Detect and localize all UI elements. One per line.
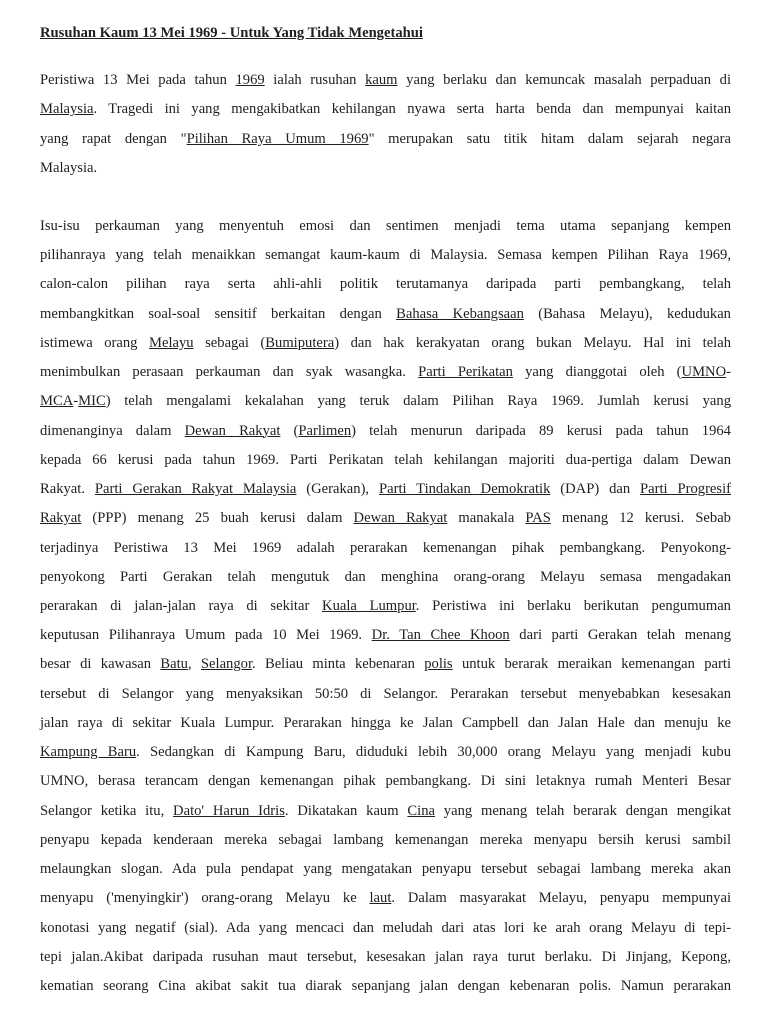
text-line [40, 479, 731, 499]
hyperlink[interactable]: Bumiputera [265, 334, 335, 351]
text-line [40, 362, 731, 382]
text-line [40, 274, 731, 294]
text-run: dari parti Gerakan telah menang [509, 627, 731, 644]
hyperlink[interactable]: Dewan Rakyat [184, 422, 281, 439]
hyperlink[interactable]: Rakyat [40, 510, 82, 527]
text-run: Isu-isu perkauman yang menyentuh emosi dan sentimen menjadi tema utama sepanjang kempen [40, 218, 731, 234]
text-line [40, 538, 731, 558]
text-run: yang berlaku dan kemuncak masalah perpaduan di [397, 72, 731, 88]
text-run: menimbulkan perasaan perkauman dan syak wasangka. [40, 364, 419, 381]
text-run: penyokong Parti Gerakan telah mengutuk dan menghina orang-orang Melayu semasa mengadakan [40, 568, 731, 585]
text-run: membangkitkan soal-soal sensitif berkaitan dengan [40, 305, 397, 322]
hyperlink[interactable]: Parlimen [298, 422, 352, 439]
text-line [40, 918, 731, 938]
text-run: kematian seorang Cina akibat sakit tua diarak sepanjang jalan dengan kebenaran polis. Namun perarakan [40, 977, 731, 994]
text-line [40, 830, 731, 850]
text-run: besar di kawasan [40, 656, 161, 673]
text-line [40, 508, 731, 528]
text-line [40, 333, 731, 353]
hyperlink[interactable]: 1969 [235, 72, 265, 88]
text-run: menyapu ('menyingkir') orang-orang Melayu ke [40, 890, 370, 907]
text-run: sebagai ( [193, 334, 266, 351]
text-run: (Bahasa Melayu), kedudukan [523, 305, 731, 322]
text-line [40, 391, 731, 411]
text-line [40, 304, 731, 324]
hyperlink[interactable]: Parti Progresif [640, 481, 732, 498]
hyperlink[interactable]: polis [424, 656, 453, 673]
text-run: penyapu kepada kenderaan mereka sebagai lambang kemenangan mereka menyapu bersih kerusi sambil [40, 831, 731, 848]
text-line [40, 158, 97, 178]
text-run: ) dan hak kerakyatan orang bukan Melayu. Hal ini telah [334, 334, 732, 351]
hyperlink[interactable]: Dato' Harun Idris [173, 802, 285, 819]
text-line [40, 654, 731, 674]
text-run: konotasi yang negatif (sial). Ada yang mencaci dan meludah dari atas lori ke arah orang Melayu di tepi- [40, 919, 731, 936]
text-run: , [187, 656, 201, 673]
text-line [40, 129, 731, 149]
text-run: - [73, 393, 79, 410]
text-line [40, 450, 731, 470]
text-run: yang rapat dengan " [40, 130, 187, 147]
hyperlink[interactable]: Parti Perikatan [418, 364, 513, 381]
text-line [40, 625, 731, 645]
hyperlink[interactable]: Pilihan Raya Umum 1969 [186, 130, 369, 147]
text-run: keputusan Pilihanraya Umum pada 10 Mei 1969. [40, 627, 372, 644]
text-run: menang 12 kerusi. Sebab [550, 510, 731, 527]
hyperlink[interactable]: Batu [160, 656, 188, 673]
hyperlink[interactable]: laut [369, 890, 392, 907]
text-run: (PPP) menang 25 buah kerusi dalam [81, 510, 354, 527]
text-run: kepada 66 kerusi pada tahun 1969. Parti Perikatan telah kehilangan majoriti dua-pertiga dalam Dewan [40, 451, 731, 468]
text-run: (DAP) dan [550, 481, 641, 498]
hyperlink[interactable]: MCA [40, 393, 74, 410]
text-run: perarakan di jalan-jalan raya di sekitar [40, 597, 323, 614]
text-run: yang menang telah berarak dengan mengikat [434, 802, 731, 819]
text-run: tersebut di Selangor yang menyaksikan 50:50 di Selangor. Perarakan tersebut menyebabkan kesesakan [40, 685, 731, 702]
hyperlink[interactable]: Malaysia [40, 101, 94, 118]
text-line [40, 567, 731, 587]
hyperlink[interactable]: Selangor [200, 656, 252, 673]
text-run: . Tragedi ini yang mengakibatkan kehilangan nyawa serta harta benda dan mempunyai kaitan [93, 101, 731, 118]
text-run: Rakyat. [40, 481, 95, 498]
text-line [40, 596, 731, 616]
hyperlink[interactable]: Dr. Tan Chee Khoon [371, 627, 510, 644]
text-run: yang dianggotai oleh ( [512, 364, 682, 381]
text-line [40, 888, 731, 908]
text-line [40, 801, 731, 821]
text-run: istimewa orang [40, 334, 149, 351]
text-line [40, 216, 731, 236]
text-run: ) telah menurun daripada 89 kerusi pada tahun 1964 [351, 422, 731, 439]
text-run: jalan raya di sekitar Kuala Lumpur. Perarakan hingga ke Jalan Campbell dan Jalan Hale dan menuju ke [40, 714, 731, 731]
text-run: UMNO, berasa terancam dengan kemenangan pihak pembangkang. Di sini letaknya rumah Menteri Besar [40, 773, 731, 790]
text-run: melaungkan slogan. Ada pula pendapat yang mengatakan penyapu tersebut sebagai lambang mereka akan [40, 861, 731, 878]
text-run: terjadinya Peristiwa 13 Mei 1969 adalah perarakan kemenangan pihak pembangkang. Penyokong- [40, 539, 731, 556]
text-line [40, 245, 731, 265]
text-run: ( [280, 422, 299, 439]
text-run: " merupakan satu titik hitam dalam sejarah negara [368, 130, 731, 147]
text-run: . Dikatakan kaum [284, 802, 408, 819]
text-run: (Gerakan), [296, 481, 379, 498]
hyperlink[interactable]: Kampung Baru [40, 744, 137, 761]
hyperlink[interactable]: Bahasa Kebangsaan [396, 305, 524, 322]
hyperlink[interactable]: Melayu [149, 334, 194, 351]
text-line [40, 70, 731, 90]
hyperlink[interactable]: Parti Tindakan Demokratik [378, 481, 551, 498]
text-line [40, 684, 731, 704]
text-run: . Peristiwa ini berlaku berikutan pengumuman [415, 597, 731, 614]
text-run: Selangor ketika itu, [40, 802, 174, 819]
document-title: Rusuhan Kaum 13 Mei 1969 - Untuk Yang Tidak Mengetahui [40, 25, 423, 41]
hyperlink[interactable]: Parti Gerakan Rakyat Malaysia [94, 481, 297, 498]
text-run: . Dalam masyarakat Melayu, penyapu mempunyai [391, 890, 731, 907]
hyperlink[interactable]: MIC [78, 393, 106, 410]
text-run: Peristiwa 13 Mei pada tahun [40, 72, 236, 88]
hyperlink[interactable]: Kuala Lumpur [322, 597, 416, 614]
text-run: ) telah mengalami kekalahan yang teruk dalam Pilihan Raya 1969. Jumlah kerusi yang [105, 393, 731, 410]
text-line [40, 99, 731, 119]
text-run: tepi jalan.Akibat daripada rusuhan maut tersebut, kesesakan jalan raya turut berlaku. Di Jinjang, Kepong, [40, 948, 731, 965]
text-line [40, 859, 731, 879]
text-line [40, 742, 731, 762]
hyperlink[interactable]: Dewan Rakyat [353, 510, 448, 527]
text-run: - [726, 364, 731, 381]
hyperlink[interactable]: UMNO [681, 364, 727, 381]
text-line [40, 713, 731, 733]
text-run: dimenanginya dalam [40, 422, 185, 439]
text-line [40, 771, 731, 791]
text-run: manakala [447, 510, 526, 527]
text-run: calon-calon pilihan raya serta ahli-ahli politik terutamanya daripada parti pembangkang, telah [40, 276, 731, 293]
text-line [40, 421, 731, 441]
text-run: pilihanraya yang telah menaikkan semangat kaum-kaum di Malaysia. Semasa kempen Pilihan Raya 1969, [40, 247, 731, 264]
hyperlink[interactable]: PAS [525, 510, 551, 527]
text-run: untuk berarak meraikan kemenangan parti [452, 656, 732, 673]
text-run: . Beliau minta kebenaran [252, 656, 425, 673]
hyperlink[interactable]: kaum [365, 72, 398, 88]
text-run: Malaysia. [40, 159, 98, 176]
text-run: . Sedangkan di Kampung Baru, diduduki lebih 30,000 orang Melayu yang menjadi kubu [136, 744, 731, 761]
text-line [40, 976, 731, 996]
text-line [40, 947, 731, 967]
text-run: ialah rusuhan [264, 72, 366, 88]
hyperlink[interactable]: Cina [407, 802, 435, 819]
